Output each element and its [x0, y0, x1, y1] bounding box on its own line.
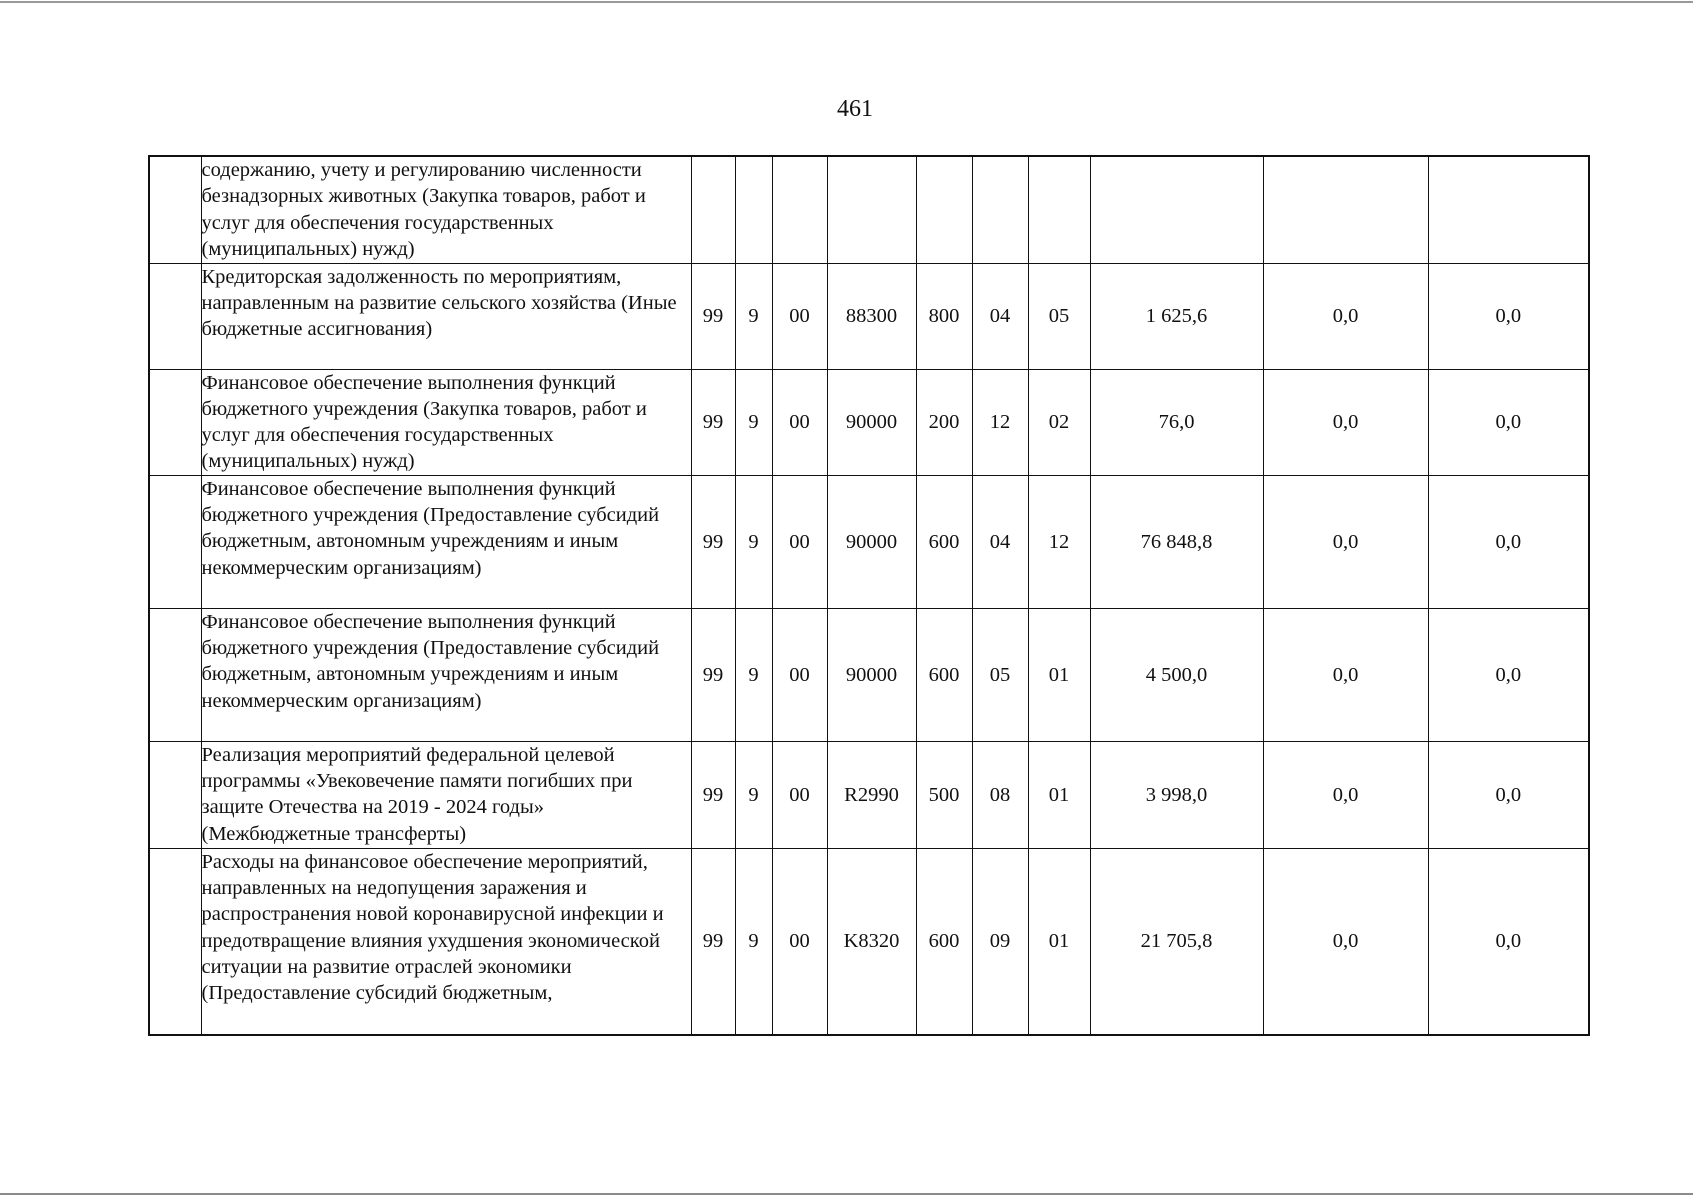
page-number: 461 [837, 96, 873, 122]
row-number-cell [149, 475, 201, 608]
amount-year-3: 0,0 [1428, 369, 1589, 475]
code-subsection: 02 [1028, 369, 1090, 475]
amount-year-3: 0,0 [1428, 475, 1589, 608]
amount-year-1: 3 998,0 [1090, 741, 1263, 848]
item-name: Финансовое обеспечение выполнения функций бюджетного учреждения (Предоставление субсидий бюджетным, автономным учреждениям и иным некоммерческим организациям) [201, 608, 691, 741]
code-program: 99 [691, 741, 735, 848]
code-expense-type: 500 [916, 741, 972, 848]
code-direction: 90000 [827, 369, 916, 475]
code-expense-type: 200 [916, 369, 972, 475]
scan-top-edge [0, 1, 1693, 3]
table-row [149, 741, 1589, 848]
code-expense-type [916, 156, 972, 263]
code-subsection: 01 [1028, 741, 1090, 848]
code-direction: 90000 [827, 475, 916, 608]
code-program: 99 [691, 369, 735, 475]
code-expense-type: 600 [916, 848, 972, 1035]
table-row [149, 263, 1589, 369]
code-subprogram [735, 156, 772, 263]
code-subprogram: 9 [735, 263, 772, 369]
code-direction: 90000 [827, 608, 916, 741]
code-expense-type: 600 [916, 608, 972, 741]
code-main-activity: 00 [772, 369, 827, 475]
row-number-cell [149, 608, 201, 741]
code-section: 05 [972, 608, 1028, 741]
amount-year-3: 0,0 [1428, 848, 1589, 1035]
table-row [149, 156, 1589, 263]
amount-year-3: 0,0 [1428, 741, 1589, 848]
code-direction: 88300 [827, 263, 916, 369]
row-number-cell [149, 741, 201, 848]
amount-year-1: 4 500,0 [1090, 608, 1263, 741]
code-subsection: 05 [1028, 263, 1090, 369]
code-subprogram: 9 [735, 848, 772, 1035]
item-name: Расходы на финансовое обеспечение мероприятий, направленных на недопущения заражения и распространения новой коронавирусной инфекции и предотвращение влияния ухудшения экономической ситуации на развитие отраслей экономики (Предоставление субсидий бюджетным, [201, 848, 691, 1035]
code-subsection: 01 [1028, 848, 1090, 1035]
amount-year-2: 0,0 [1263, 369, 1428, 475]
code-section: 04 [972, 475, 1028, 608]
amount-year-1: 21 705,8 [1090, 848, 1263, 1035]
code-subsection: 01 [1028, 608, 1090, 741]
amount-year-3: 0,0 [1428, 608, 1589, 741]
amount-year-1: 1 625,6 [1090, 263, 1263, 369]
table-row [149, 848, 1589, 1035]
code-main-activity: 00 [772, 848, 827, 1035]
code-subprogram: 9 [735, 369, 772, 475]
code-main-activity: 00 [772, 475, 827, 608]
amount-year-3 [1428, 156, 1589, 263]
row-number-cell [149, 369, 201, 475]
code-expense-type: 800 [916, 263, 972, 369]
item-name: Финансовое обеспечение выполнения функций бюджетного учреждения (Предоставление субсидий бюджетным, автономным учреждениям и иным некоммерческим организациям) [201, 475, 691, 608]
code-main-activity: 00 [772, 263, 827, 369]
item-name: Кредиторская задолженность по мероприятиям, направленным на развитие сельского хозяйства (Иные бюджетные ассигнования) [201, 263, 691, 369]
code-expense-type: 600 [916, 475, 972, 608]
amount-year-2: 0,0 [1263, 741, 1428, 848]
code-program: 99 [691, 848, 735, 1035]
code-section: 08 [972, 741, 1028, 848]
table-row [149, 369, 1589, 475]
code-section [972, 156, 1028, 263]
row-number-cell [149, 156, 201, 263]
amount-year-2 [1263, 156, 1428, 263]
amount-year-2: 0,0 [1263, 475, 1428, 608]
table-row [149, 608, 1589, 741]
row-number-cell [149, 848, 201, 1035]
code-subprogram: 9 [735, 608, 772, 741]
scan-bottom-edge [0, 1193, 1693, 1195]
amount-year-1: 76 848,8 [1090, 475, 1263, 608]
code-main-activity: 00 [772, 741, 827, 848]
amount-year-2: 0,0 [1263, 848, 1428, 1035]
code-main-activity: 00 [772, 608, 827, 741]
code-section: 12 [972, 369, 1028, 475]
amount-year-1 [1090, 156, 1263, 263]
code-direction: R2990 [827, 741, 916, 848]
amount-year-2: 0,0 [1263, 263, 1428, 369]
code-subprogram: 9 [735, 741, 772, 848]
budget-table [148, 155, 1590, 1036]
amount-year-3: 0,0 [1428, 263, 1589, 369]
code-subprogram: 9 [735, 475, 772, 608]
code-program: 99 [691, 608, 735, 741]
code-section: 04 [972, 263, 1028, 369]
amount-year-1: 76,0 [1090, 369, 1263, 475]
item-name: содержанию, учету и регулированию численности безнадзорных животных (Закупка товаров, работ и услуг для обеспечения государственных (муниципальных) нужд) [201, 156, 691, 263]
code-subsection [1028, 156, 1090, 263]
amount-year-2: 0,0 [1263, 608, 1428, 741]
table-row [149, 475, 1589, 608]
item-name: Реализация мероприятий федеральной целевой программы «Увековечение памяти погибших при защите Отечества на 2019 - 2024 годы» (Межбюджетные трансферты) [201, 741, 691, 848]
code-direction [827, 156, 916, 263]
code-main-activity [772, 156, 827, 263]
item-name: Финансовое обеспечение выполнения функций бюджетного учреждения (Закупка товаров, работ и услуг для обеспечения государственных (муниципальных) нужд) [201, 369, 691, 475]
row-number-cell [149, 263, 201, 369]
code-section: 09 [972, 848, 1028, 1035]
code-program [691, 156, 735, 263]
code-program: 99 [691, 475, 735, 608]
code-subsection: 12 [1028, 475, 1090, 608]
code-direction: K8320 [827, 848, 916, 1035]
code-program: 99 [691, 263, 735, 369]
